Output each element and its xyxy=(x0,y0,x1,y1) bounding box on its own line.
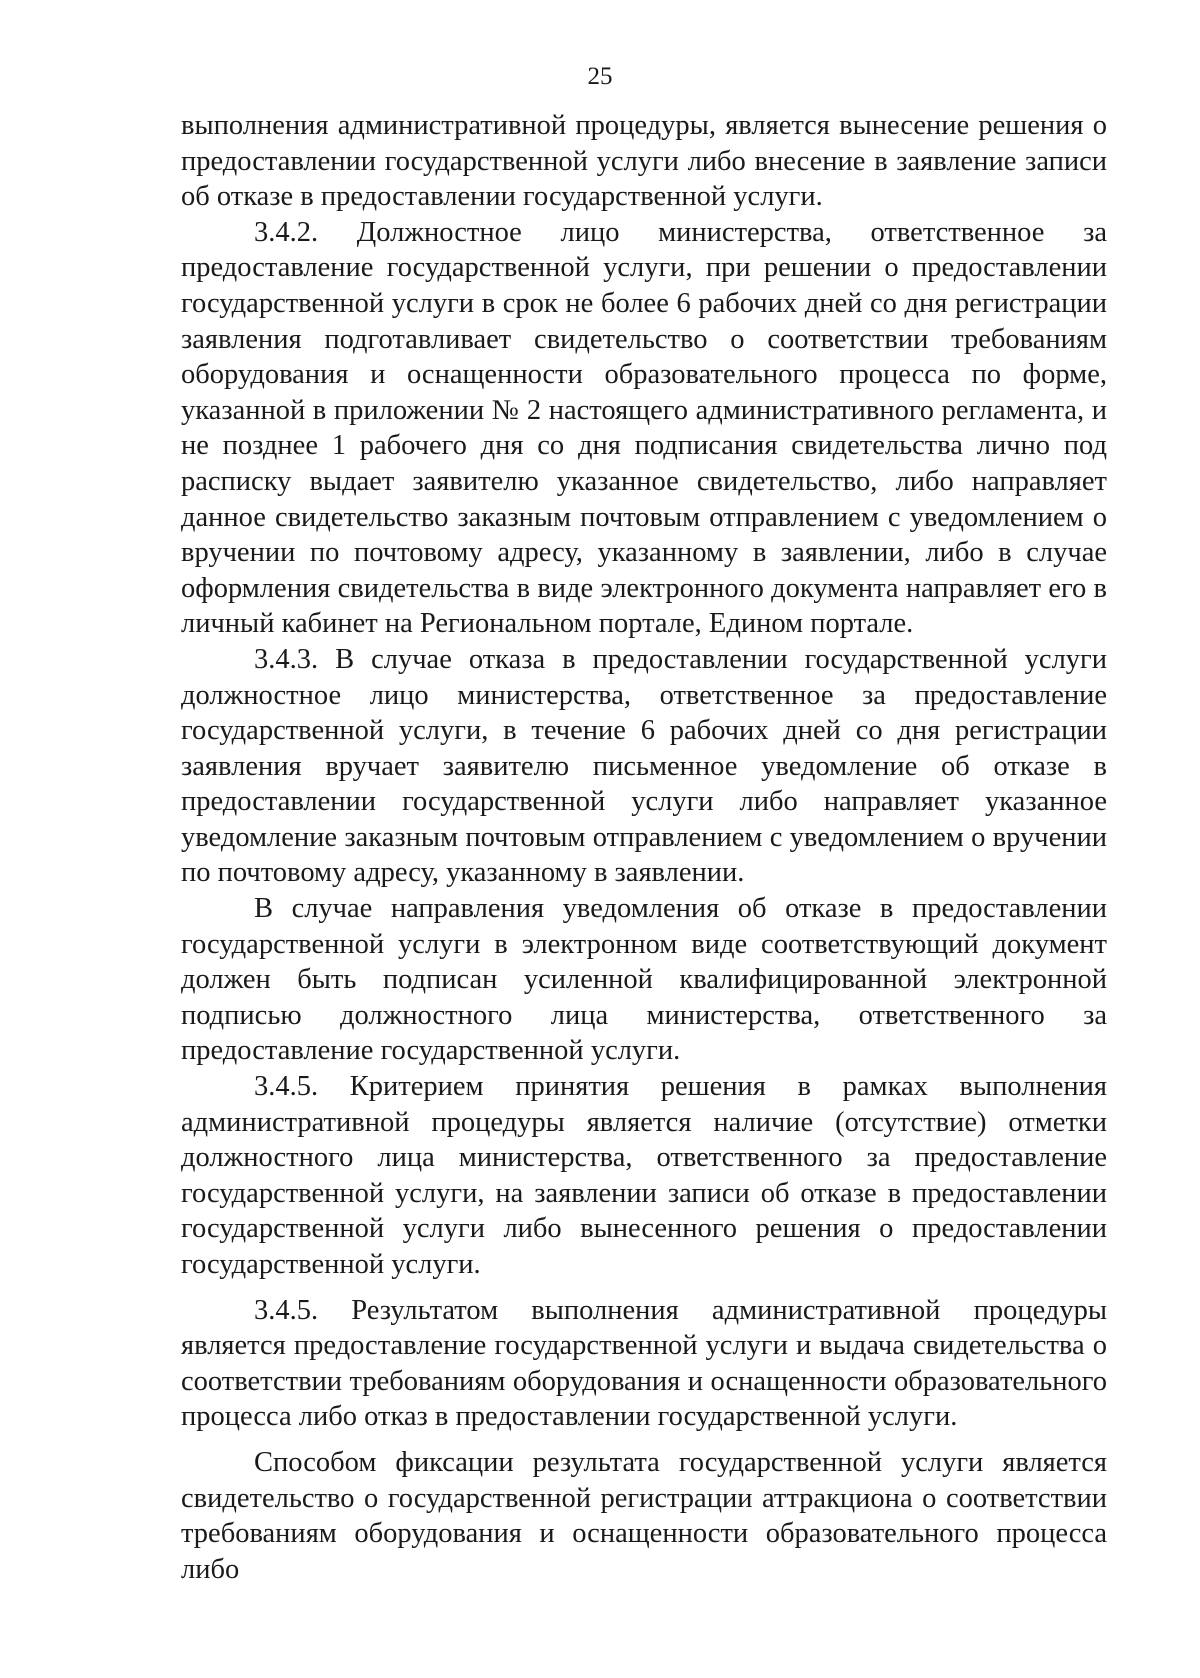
paragraph-fixation-method: Способом фиксации результата государственной услуги является свидетельство о государственной регистрации аттракциона о соответствии требованиям оборудования и оснащенности образовательного процесса либо xyxy=(181,1446,1107,1585)
paragraph-3-4-3: 3.4.3. В случае отказа в предоставлении государственной услуги должностное лицо министерства, ответственное за предоставление государственной услуги, в течение 6 рабочих дней со дня регистрации заявления вручает заявителю письменное уведомление об отказе в предоставлении государственной услуги либо направляет указанное уведомление заказным почтовым отправлением с уведомлением о вручении по почтовому адресу, указанному в заявлении. xyxy=(181,643,1107,889)
paragraph-electronic-notice: В случае направления уведомления об отказе в предоставлении государственной услуги в электронном виде соответствующий документ должен быть подписан усиленной квалифицированной электронной подписью должностного лица министерства, ответственного за предоставление государственной услуги. xyxy=(181,893,1107,1067)
paragraph-3-4-5-criterion: 3.4.5. Критерием принятия решения в рамках выполнения административной процедуры является наличие (отсутствие) отметки должностного лица министерства, ответственного за предоставление государственной услуги, на заявлении записи об отказе в предоставлении государственной услуги либо вынесенного решения о предоставлении государственной услуги. xyxy=(181,1071,1107,1280)
paragraph-3-4-2: 3.4.2. Должностное лицо министерства, ответственное за предоставление государственной услуги, при решении о предоставлении государственной услуги в срок не более 6 рабочих дней со дня регистрации заявления подготавливает свидетельство о соответствии требованиям оборудования и оснащенности образовательного процесса по форме, указанной в приложении № 2 настоящего административного регламента, и не позднее 1 рабочего дня со дня подписания свидетельства лично под расписку выдает заявителю указанное свидетельство, либо направляет данное свидетельство заказным почтовым отправлением с уведомлением о вручении по почтовому адресу, указанному в заявлении, либо в случае оформления свидетельства в виде электронного документа направляет его в личный кабинет на Региональном портале, Едином портале. xyxy=(181,216,1107,640)
document-body xyxy=(181,108,1107,1587)
page-number: 25 xyxy=(587,63,613,90)
paragraph-3-4-5-result: 3.4.5. Результатом выполнения административной процедуры является предоставление государственной услуги и выдача свидетельства о соответствии требованиям оборудования и оснащенности образовательного процесса либо отказ в предоставлении государственной услуги. xyxy=(181,1294,1107,1433)
paragraph-continuation: выполнения административной процедуры, является вынесение решения о предоставлении государственной услуги либо внесение в заявление записи об отказе в предоставлении государственной услуги. xyxy=(181,110,1107,213)
